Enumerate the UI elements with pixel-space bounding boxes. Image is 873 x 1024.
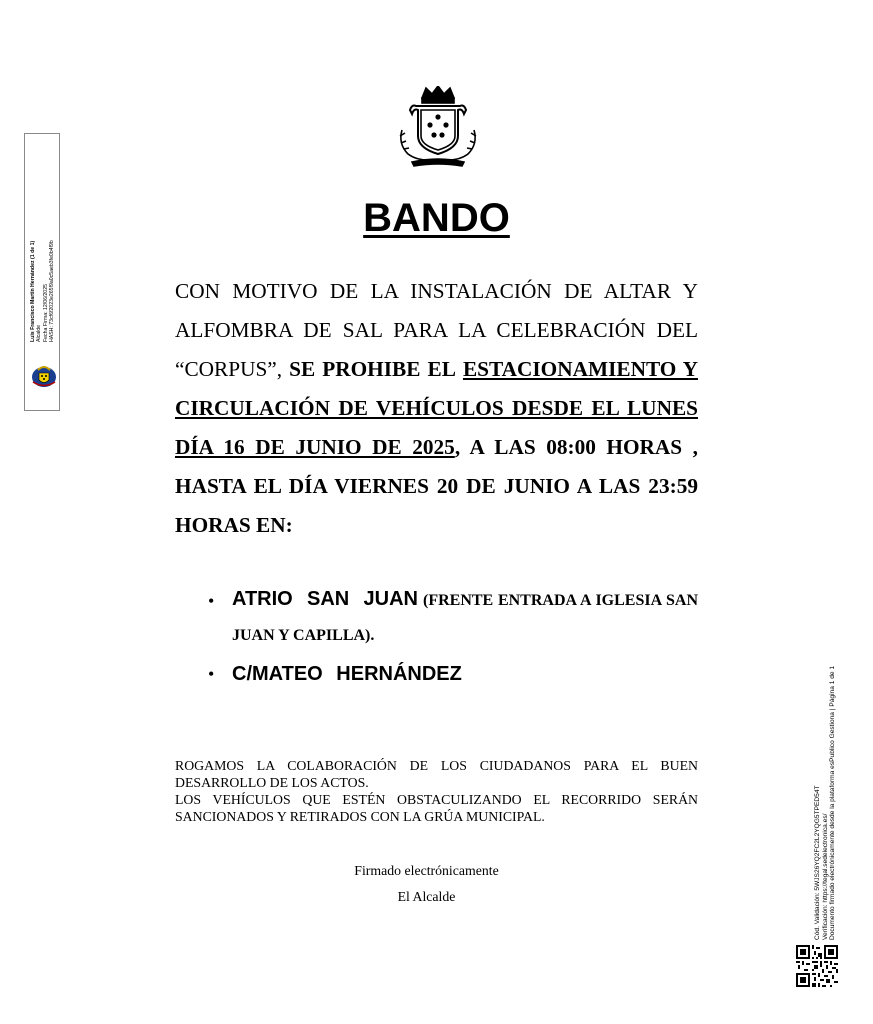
- qr-code-icon[interactable]: [796, 945, 838, 987]
- crest-icon: [392, 86, 484, 172]
- footer-notice: [175, 757, 698, 825]
- location-name: ATRIO SAN JUAN: [232, 588, 418, 610]
- body-intro: CON MOTIVO DE LA INSTALACIÓN DE ALTAR Y ALFOMBRA DE SAL PARA LA CELEBRACIÓN DEL “CORPUS”,: [175, 279, 698, 381]
- footer-line-2: LOS VEHÍCULOS QUE ESTÉN OBSTACULIZANDO EL RECORRIDO SERÁN SANCIONADOS Y RETIRADOS CON LA GRÚA MUNICIPAL.: [175, 792, 698, 824]
- page-title: BANDO: [363, 196, 510, 240]
- signer-name: Luis Francisco Martín Hernández (1 de 1): [30, 240, 36, 342]
- bullet-icon: •: [208, 664, 215, 684]
- locations-list: [208, 582, 698, 693]
- footer-line-1: ROGAMOS LA COLABORACIÓN DE LOS CIUDADANOS PARA EL BUEN DESARROLLO DE LOS ACTOS.: [175, 758, 698, 790]
- bullet-icon: •: [208, 591, 215, 611]
- signer-role-label: El Alcalde: [397, 889, 456, 904]
- signature-date: Fecha Firma: 12/06/2025: [42, 284, 49, 342]
- list-item: [208, 657, 698, 693]
- validation-text: [814, 630, 837, 940]
- signature-block: [0, 858, 853, 910]
- platform-note: Documento firmado electrónicamente desde la plataforma esPublico Gestiona | Página 1 de 1: [829, 665, 837, 940]
- signed-electronically: Firmado electrónicamente: [354, 863, 499, 878]
- coat-of-arms-icon: [30, 362, 58, 390]
- body-prohibe: SE PROHIBE EL: [289, 357, 456, 381]
- signer-role: Alcalde: [36, 324, 43, 342]
- verification-url: Verificación: https://tegal.sedelectronica.es/: [821, 813, 829, 940]
- body-underlined: ESTACIONAMIENTO Y CIRCULACIÓN DE VEHÍCULOS DESDE EL LUNES DÍA 16 DE JUNIO DE 2025: [175, 357, 698, 459]
- location-name: C/MATEO HERNÁNDEZ: [232, 663, 462, 685]
- list-item: [208, 582, 698, 653]
- signature-hash: HASH: 73cf6f2023e265f9a0c5aeb3fe0b4f9b: [49, 240, 56, 342]
- location-detail: (FRENTE ENTRADA A IGLESIA SAN JUAN Y CAPILLA).: [232, 592, 698, 644]
- notice-body: [175, 272, 698, 545]
- validation-code: Cód. Validación: 5WJS26YQ2FC2L2YQG5TPED54T: [814, 785, 821, 940]
- body-rest: , A LAS 08:00 HORAS , HASTA EL DÍA VIERNES 20 DE JUNIO A LAS 23:59 HORAS EN:: [175, 435, 698, 537]
